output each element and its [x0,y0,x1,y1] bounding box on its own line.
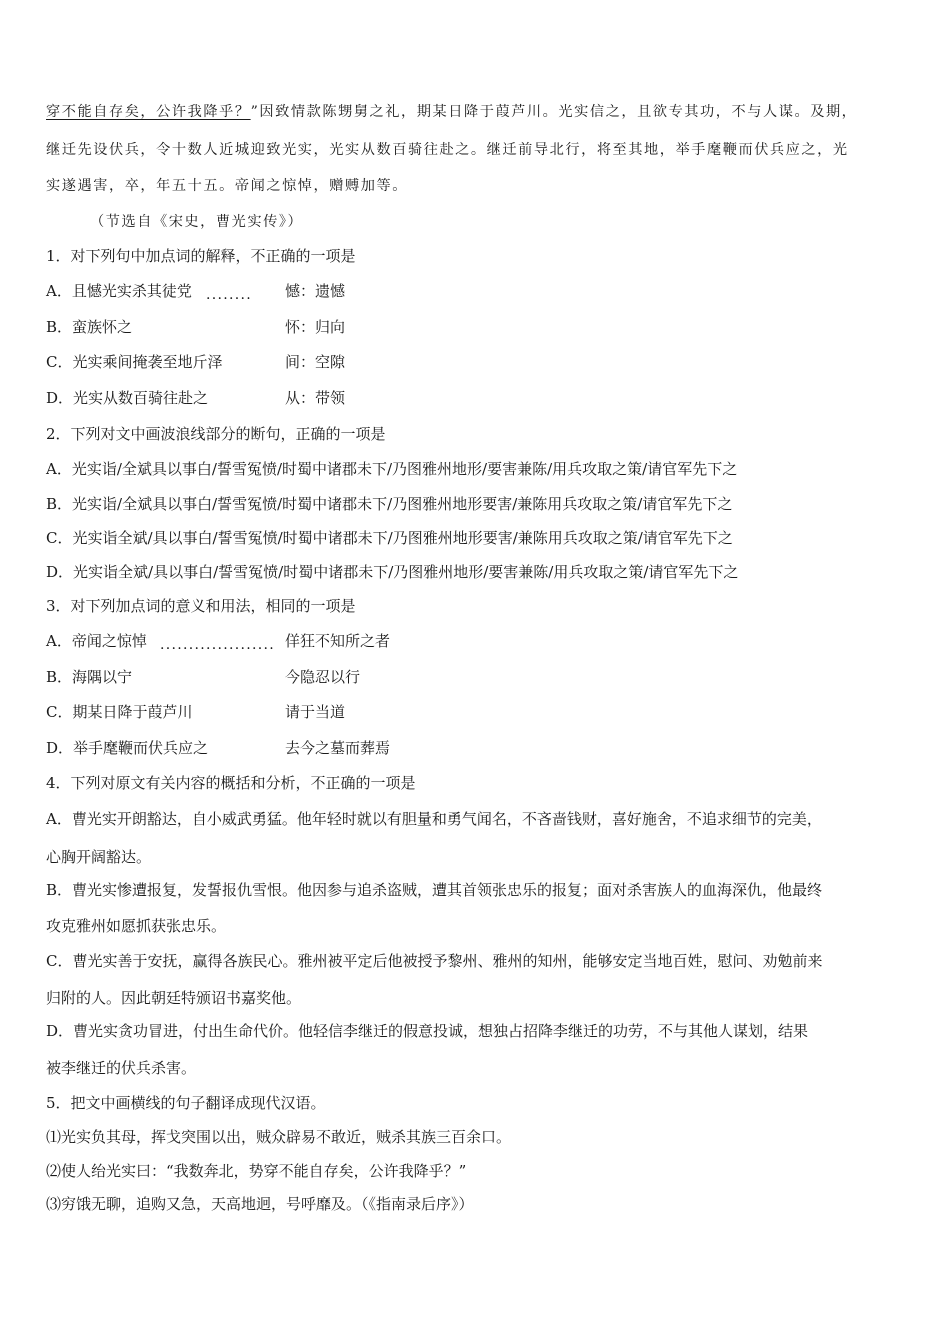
q3-option-a-text: A．帝闻之惊悼 [46,632,147,650]
question-5-stem: 5．把文中画横线的句子翻译成现代汉语。 [46,1094,326,1112]
q1-option-d [46,388,346,408]
q4-option-b-line-2: 攻克雅州如愿抓获张忠乐。 [46,917,227,935]
emphasis-dots: ........ [206,287,253,303]
passage-source: （节选自《宋史，曹光实传》） [90,214,304,230]
q1-option-a-text: A．且憾光实杀其徒党 [46,282,192,300]
q1-option-d-gloss: 从：带领 [285,389,346,407]
q1-option-b-gloss: 怀：归向 [285,318,346,336]
q3-option-d [46,738,391,758]
q1-option-b-text: B．蛮族怀之 [46,318,133,336]
q1-option-b [46,317,346,337]
question-4-stem: 4．下列对原文有关内容的概括和分析，不正确的一项是 [46,774,416,792]
q5-item-1: ⑴光实负其母，挥戈突围以出，贼众辟易不敢近，贼杀其族三百余口。 [46,1128,512,1146]
q2-option-d: D．光实诣全斌/具以事白/誓雪冤愤/时蜀中诸郡未下/乃图雅州地形/要害兼陈/用兵攻取之策/请官军先下之 [46,563,739,581]
q1-option-c [46,352,346,372]
question-2-stem: 2．下列对文中画波浪线部分的断句，正确的一项是 [46,425,386,443]
q2-option-b: B．光实诣/全斌具以事白/誓雪冤愤/时蜀中诸郡未下/乃图雅州地形要害/兼陈用兵攻取之策/请官军先下之 [46,495,733,513]
passage-line-1 [46,102,857,122]
q4-option-a-line-2: 心胸开阔豁达。 [46,848,152,866]
q4-option-b-line-1: B．曹光实惨遭报复，发誓报仇雪恨。他因参与追杀盗贼，遭其首领张忠乐的报复；面对杀害族人的血海深仇，他最终 [46,881,823,899]
q1-option-a [46,281,346,303]
q3-option-b-compare: 今隐忍以行 [285,668,361,686]
q2-option-c: C．光实诣全斌/具以事白/誓雪冤愤/时蜀中诸郡未下/乃图雅州地形要害/兼陈用兵攻取之策/请官军先下之 [46,529,733,547]
q2-option-a: A．光实诣/全斌具以事白/誓雪冤愤/时蜀中诸郡未下/乃图雅州地形/要害兼陈/用兵攻取之策/请官军先下之 [46,460,738,478]
emphasis-dots: .................... [160,637,276,653]
q5-item-2: ⑵使人绐光实曰：“我数奔北，势穿不能自存矣，公许我降乎？” [46,1162,467,1180]
q3-option-c-compare: 请于当道 [285,703,346,721]
q3-option-b-text: B．海隅以宁 [46,668,133,686]
q1-option-d-text: D．光实从数百骑往赴之 [46,389,209,407]
q4-option-d-line-2: 被李继迁的伏兵杀害。 [46,1059,197,1077]
q3-option-d-text: D．举手麾鞭而伏兵应之 [46,739,209,757]
q3-option-b [46,667,361,687]
q4-option-d-line-1: D．曹光实贪功冒进，付出生命代价。他轻信李继迁的假意投诚，想独占招降李继迁的功劳，不与其他人谋划，结果 [46,1022,809,1040]
q1-option-c-gloss: 间：空隙 [285,353,346,371]
passage-line-1-rest: ”因致情款陈甥舅之礼，期某日降于葭芦川。光实信之，且欲专其功，不与人谋。及期， [250,104,858,120]
passage-line-2: 继迁先设伏兵，令十数人近城迎致光实，光实从数百骑往赴之。继迁前导北行，将至其地，举手麾鞭而伏兵应之，光 [46,142,849,158]
question-3-stem: 3．对下列加点词的意义和用法，相同的一项是 [46,597,356,615]
q3-option-a [46,631,391,653]
q1-option-a-gloss: 憾：遗憾 [285,282,346,300]
passage-line-3: 实遂遇害，卒，年五十五。帝闻之惊悼，赠赙加等。 [46,178,408,194]
q4-option-c-line-2: 归附的人。因此朝廷特颁诏书嘉奖他。 [46,989,302,1007]
q3-option-a-compare: 佯狂不知所之者 [285,632,391,650]
underlined-sentence: 穿不能自存矣，公许我降乎？ [46,104,251,120]
q3-option-c [46,702,346,722]
question-1-stem: 1．对下列句中加点词的解释，不正确的一项是 [46,247,356,265]
q3-option-d-compare: 去今之墓而葬焉 [285,739,391,757]
q1-option-c-text: C．光实乘间掩袭至地斤泽 [46,353,223,371]
q4-option-c-line-1: C．曹光实善于安抚，赢得各族民心。雅州被平定后他被授予黎州、雅州的知州，能够安定当地百姓，慰问、劝勉前来 [46,952,823,970]
q3-option-c-text: C．期某日降于葭芦川 [46,703,193,721]
q4-option-a-line-1: A．曹光实开朗豁达，自小威武勇猛。他年轻时就以有胆量和勇气闻名，不吝啬钱财，喜好施舍，不追求细节的完美， [46,810,822,828]
q5-item-3: ⑶穷饿无聊，追购又急，天高地迥，号呼靡及。（《指南录后序》） [46,1195,474,1213]
